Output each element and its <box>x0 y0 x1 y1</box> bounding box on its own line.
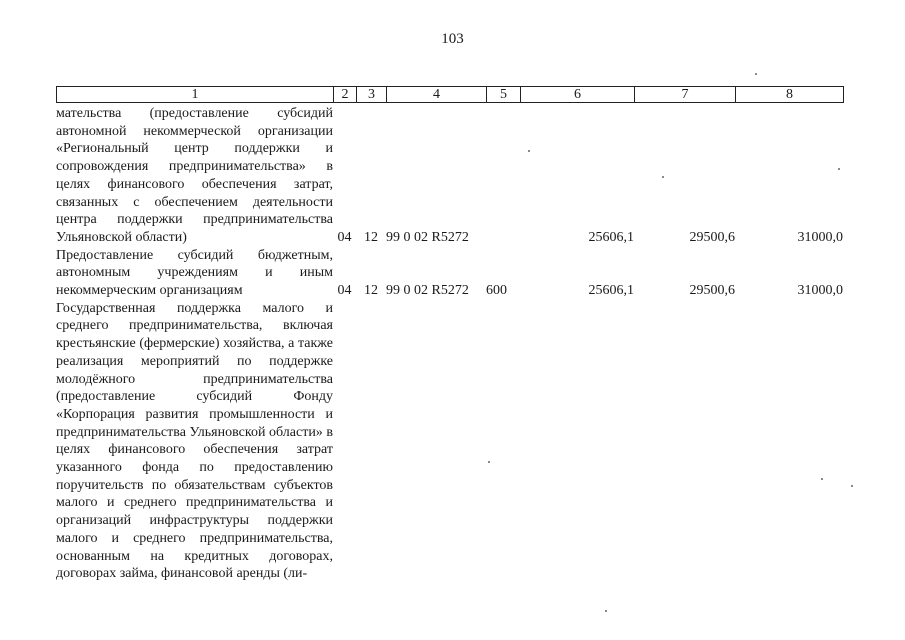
row-amount-col7: 29500,6 <box>689 283 735 299</box>
table-row <box>56 300 843 583</box>
page-number: 103 <box>441 31 464 47</box>
row-section: 04 <box>337 229 352 245</box>
row-amount-col8: 31000,0 <box>797 283 843 299</box>
row-description: мательства (предоставление субсидий автономной некоммерческой организации «Региональный центр поддержки и сопровождения предпринимательства» в целях финансового обеспечения затрат, связанных с обеспечением деятельности центра поддержки предпринимательства Ульяновской области) <box>56 106 333 245</box>
scan-speck <box>488 461 490 463</box>
row-amount-col6 <box>520 300 634 583</box>
row-amount-col7 <box>634 300 735 583</box>
scan-speck <box>755 73 757 75</box>
row-target-article: 99 0 02 R5272 <box>386 283 469 299</box>
row-section <box>333 300 356 583</box>
row-description: Предоставление субсидий бюджетным, автономным учреждениям и иным некоммерческим организациям <box>56 247 333 299</box>
header-col-8: 8 <box>736 87 844 103</box>
scan-speck <box>662 176 664 178</box>
row-description: Государственная поддержка малого и среднего предпринимательства, включая крестьянские (фермерские) хозяйства, а также реализация мероприятий по поддержке молодёжного предпринимательства (предоставление субсидий Фонду «Корпорация развития промышленности и предпринимательства Ульяновской области» в целях финансового обеспечения затрат указанного фонда по предоставлению поручительств по обязательствам субъектов малого и среднего предпринимательства и организаций инфраструктуры поддержки малого и среднего предпринимательства, основанным на кредитных договорах, договорах займа, финансовой аренды (ли- <box>56 300 333 582</box>
row-expense-type <box>486 300 520 583</box>
row-target-article: 99 0 02 R5272 <box>386 229 469 245</box>
header-col-1: 1 <box>57 87 334 103</box>
table-header <box>56 86 844 103</box>
header-col-7: 7 <box>635 87 736 103</box>
row-amount-col8 <box>735 300 843 583</box>
header-row <box>57 87 844 103</box>
row-section: 04 <box>337 283 352 299</box>
scan-speck <box>528 150 530 152</box>
row-amount-col6: 25606,1 <box>588 283 634 299</box>
row-amount-col7: 29500,6 <box>689 229 735 245</box>
scan-speck <box>851 485 853 487</box>
header-col-5: 5 <box>487 87 521 103</box>
row-expense-type <box>486 105 520 247</box>
row-target-article <box>386 300 486 583</box>
scan-speck <box>821 478 823 480</box>
header-col-3: 3 <box>357 87 387 103</box>
table-row <box>56 105 843 247</box>
header-col-4: 4 <box>387 87 487 103</box>
row-amount-col8: 31000,0 <box>797 229 843 245</box>
header-col-6: 6 <box>521 87 635 103</box>
scan-speck <box>605 610 607 612</box>
row-subsection: 12 <box>364 229 378 245</box>
scan-speck <box>838 168 840 170</box>
row-subsection: 12 <box>364 283 378 299</box>
row-amount-col6: 25606,1 <box>588 229 634 245</box>
row-expense-type: 600 <box>486 283 507 299</box>
table-row <box>56 247 843 300</box>
budget-table <box>56 105 843 583</box>
header-col-2: 2 <box>334 87 357 103</box>
row-subsection <box>356 300 386 583</box>
